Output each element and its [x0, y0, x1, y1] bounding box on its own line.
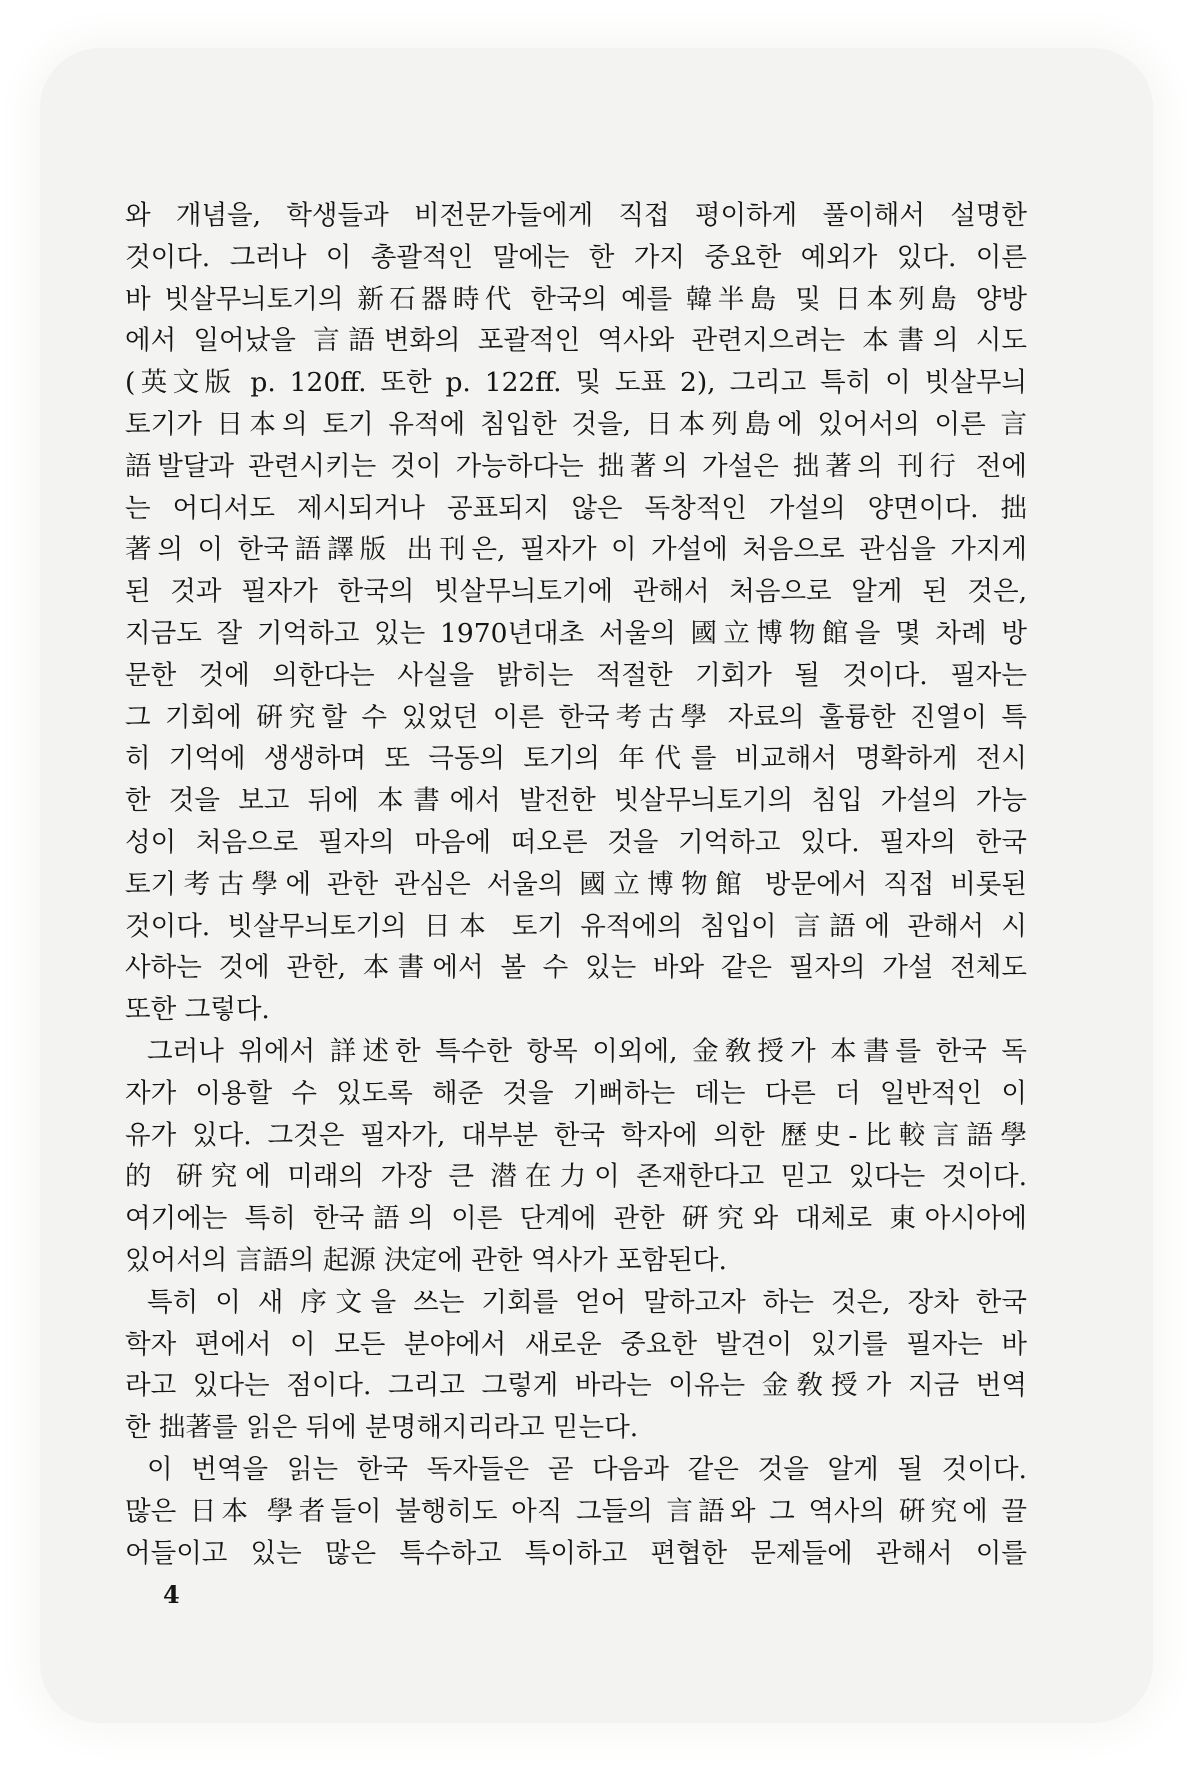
- text-line: (英文版 p. 120ff. 또한 p. 122ff. 및 도표 2), 그리고 특히 이 빗살무늬: [125, 367, 1027, 399]
- text-line: 문한 것에 의한다는 사실을 밝히는 적절한 기회가 될 것이다. 필자는: [125, 659, 1027, 691]
- text-line: 유가 있다. 그것은 필자가, 대부분 한국 학자에 의한 歷史-比較言語學: [125, 1119, 1027, 1151]
- text-line: 성이 처음으로 필자의 마음에 떠오른 것을 기억하고 있다. 필자의 한국: [125, 826, 1027, 858]
- body-text: [125, 195, 1027, 1574]
- text-line: 바 빗살무늬토기의 新石器時代 한국의 예를 韓半島 및 日本列島 양방: [125, 283, 1027, 315]
- text-line: 이 번역을 읽는 한국 독자들은 곧 다음과 같은 것을 알게 될 것이다.: [147, 1453, 1027, 1485]
- text-line: 그 기회에 硏究할 수 있었던 이른 한국考古學 자료의 훌륭한 진열이 특: [125, 701, 1027, 733]
- page-number: 4: [163, 1580, 180, 1609]
- text-line: 지금도 잘 기억하고 있는 1970년대초 서울의 國立博物館을 몇 차례 방: [125, 617, 1027, 649]
- text-line: 자가 이용할 수 있도록 해준 것을 기뻐하는 데는 다른 더 일반적인 이: [125, 1077, 1027, 1109]
- text-line: 한 것을 보고 뒤에 本書에서 발전한 빗살무늬토기의 침입 가설의 가능: [125, 785, 1027, 817]
- text-line: 그러나 위에서 詳述한 특수한 항목 이외에, 金敎授가 本書를 한국 독: [147, 1035, 1027, 1067]
- text-line: 많은 日本 學者들이 불행히도 아직 그들의 言語와 그 역사의 硏究에 끌: [125, 1495, 1027, 1527]
- text-line: 있어서의 言語의 起源 決定에 관한 역사가 포함된다.: [125, 1244, 727, 1276]
- text-line: 라고 있다는 점이다. 그리고 그렇게 바라는 이유는 金敎授가 지금 번역: [125, 1370, 1027, 1402]
- text-line: 는 어디서도 제시되거나 공표되지 않은 독창적인 가설의 양면이다. 拙: [125, 492, 1027, 524]
- text-line: 것이다. 빗살무늬토기의 日本 토기 유적에의 침입이 言語에 관해서 시: [125, 910, 1027, 942]
- text-line: 것이다. 그러나 이 총괄적인 말에는 한 가지 중요한 예외가 있다. 이른: [125, 241, 1027, 273]
- text-line: 토기가 日本의 토기 유적에 침입한 것을, 日本列島에 있어서의 이른 言: [125, 408, 1027, 440]
- text-line: 語발달과 관련시키는 것이 가능하다는 拙著의 가설은 拙著의 刊行 전에: [125, 450, 1027, 482]
- text-line: 특히 이 새 序文을 쓰는 기회를 얻어 말하고자 하는 것은, 장차 한국: [147, 1286, 1027, 1318]
- text-line: 사하는 것에 관한, 本書에서 볼 수 있는 바와 같은 필자의 가설 전체도: [125, 952, 1027, 984]
- text-line: 히 기억에 생생하며 또 극동의 토기의 年代를 비교해서 명확하게 전시: [125, 743, 1027, 775]
- text-line: 와 개념을, 학생들과 비전문가들에게 직접 평이하게 풀이해서 설명한: [125, 200, 1027, 231]
- text-line: 또한 그렇다.: [125, 994, 270, 1026]
- text-line: 학자 편에서 이 모든 분야에서 새로운 중요한 발견이 있기를 필자는 바: [125, 1328, 1027, 1360]
- text-line: 여기에는 특히 한국語의 이른 단계에 관한 硏究와 대체로 東아시아에: [125, 1203, 1027, 1235]
- text-line: 된 것과 필자가 한국의 빗살무늬토기에 관해서 처음으로 알게 된 것은,: [125, 576, 1027, 608]
- text-line: 著의 이 한국語譯版 出刊은, 필자가 이 가설에 처음으로 관심을 가지게: [125, 534, 1027, 566]
- text-line: 어들이고 있는 많은 특수하고 특이하고 편협한 문제들에 관해서 이를: [125, 1537, 1027, 1569]
- text-line: 토기考古學에 관한 관심은 서울의 國立博物館 방문에서 직접 비롯된: [125, 868, 1027, 900]
- text-line: 的 硏究에 미래의 가장 큰 潜在力이 존재한다고 믿고 있다는 것이다.: [125, 1161, 1027, 1193]
- text-line: 한 拙著를 읽은 뒤에 분명해지리라고 믿는다.: [125, 1412, 639, 1444]
- text-line: 에서 일어났을 言語변화의 포괄적인 역사와 관련지으려는 本書의 시도: [125, 325, 1027, 357]
